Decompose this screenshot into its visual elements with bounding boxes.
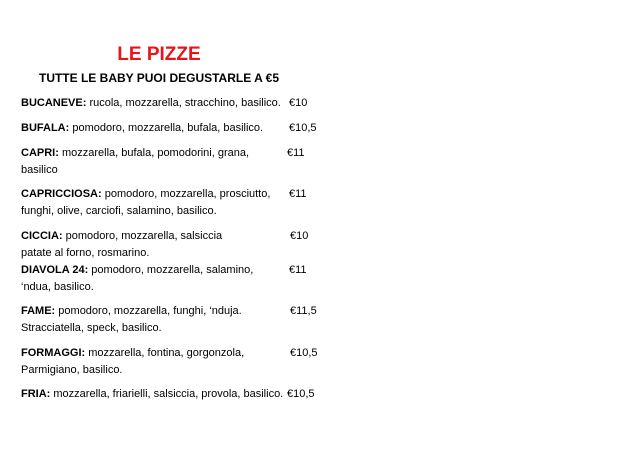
menu-item-fame — [21, 303, 321, 337]
pizza-ingredients-continued: basilico — [21, 164, 58, 176]
pizza-ingredients: pomodoro, mozzarella, funghi, ‘nduja. — [55, 305, 242, 317]
pizza-ingredients-continued: patate al forno, rosmarino. — [21, 247, 150, 259]
pizza-ingredients-continued: Parmigiano, basilico. — [21, 364, 123, 376]
pizza-name: CAPRI: — [21, 147, 59, 159]
pizza-price: €10 — [290, 230, 309, 242]
pizza-ingredients: rucola, mozzarella, stracchino, basilico. — [86, 97, 281, 109]
menu-item-fria — [21, 386, 321, 403]
menu-item-formaggi — [21, 345, 321, 379]
pizza-price: €10 — [289, 97, 308, 109]
pizza-name: FAME: — [21, 305, 56, 317]
menu-item-capricciosa — [21, 186, 321, 220]
pizza-price: €11,5 — [290, 305, 317, 317]
pizza-ingredients-continued: ‘ndua, basilico. — [21, 281, 94, 293]
pizza-ingredients-continued: funghi, olive, carciofi, salamino, basilico. — [21, 205, 217, 217]
pizza-price: €10,5 — [287, 388, 315, 400]
pizza-ingredients: mozzarella, friarielli, salsiccia, provola, basilico. — [50, 388, 284, 400]
menu-item-ciccia — [21, 228, 321, 262]
pizza-ingredients: pomodoro, mozzarella, bufala, basilico. — [69, 122, 264, 134]
pizza-ingredients: mozzarella, fontina, gorgonzola, — [85, 347, 245, 359]
pizza-name: CAPRICCIOSA: — [21, 188, 102, 200]
pizza-name: DIAVOLA 24: — [21, 264, 89, 276]
pizza-ingredients: pomodoro, mozzarella, salsiccia — [62, 230, 223, 242]
pizza-price: €11 — [287, 147, 305, 159]
pizza-name: FORMAGGI: — [21, 347, 86, 359]
menu-item-diavola-24 — [21, 262, 321, 296]
pizza-ingredients-continued: Stracciatella, speck, basilico. — [21, 322, 162, 334]
menu-item-bufala — [21, 120, 321, 137]
menu-item-bucaneve — [21, 95, 321, 112]
pizza-price: €10,5 — [289, 122, 317, 134]
menu-subtitle: TUTTE LE BABY PUOI DEGUSTARLE A €5 — [38, 71, 280, 85]
pizza-price: €11 — [289, 264, 307, 276]
pizza-ingredients: mozzarella, bufala, pomodorini, grana, — [58, 147, 250, 159]
pizza-name: BUCANEVE: — [21, 97, 87, 109]
pizza-price: €10,5 — [290, 347, 318, 359]
pizza-name: BUFALA: — [21, 122, 70, 134]
menu-item-capri — [21, 145, 321, 179]
menu-title: LE PIZZE — [117, 44, 201, 65]
pizza-ingredients: pomodoro, mozzarella, prosciutto, — [101, 188, 271, 200]
pizza-price: €11 — [289, 188, 307, 200]
pizza-name: CICCIA: — [21, 230, 63, 242]
pizza-ingredients: pomodoro, mozzarella, salamino, — [88, 264, 254, 276]
pizza-name: FRIA: — [21, 388, 51, 400]
